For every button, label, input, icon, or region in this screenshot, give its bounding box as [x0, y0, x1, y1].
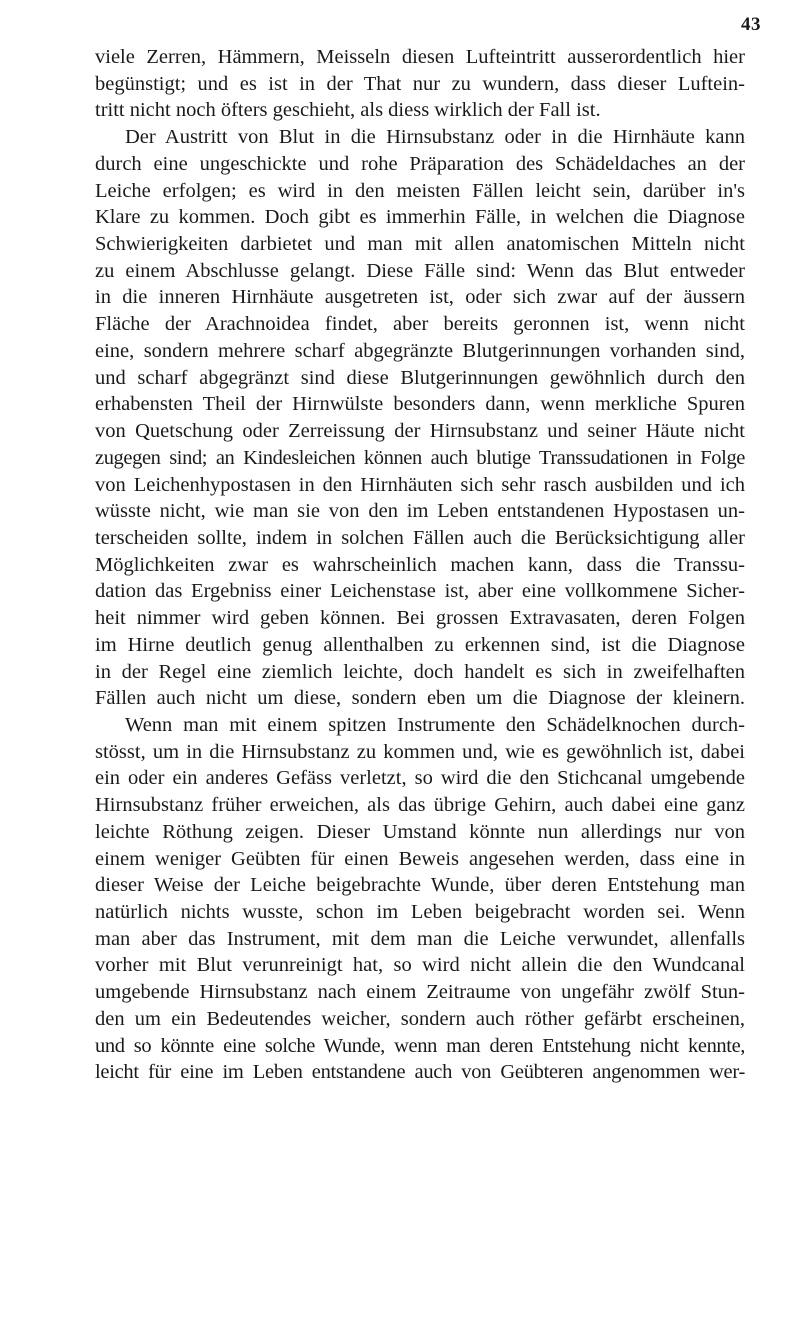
text-line: tritt nicht noch öfters geschieht, als diess wirklich der Fall ist. — [95, 99, 601, 122]
text-line: zugegen sind; an Kindesleichen können auch blutige Transsudationen in Folge — [95, 446, 745, 469]
text-line: im Hirne deutlich genug allenthalben zu erkennen sind, ist die Diagnose — [95, 633, 745, 656]
text-line: Fällen auch nicht um diese, sondern eben um die Diagnose der kleinern. — [95, 687, 745, 710]
text-line: Fläche der Arachnoidea findet, aber bereits geronnen ist, wenn nicht — [95, 313, 745, 336]
text-line: stösst, um in die Hirnsubstanz zu kommen und, wie es gewöhnlich ist, dabei — [95, 740, 745, 763]
text-line: leichte Röthung zeigen. Dieser Umstand könnte nun allerdings nur von — [95, 820, 745, 843]
text-line: vorher mit Blut verunreinigt hat, so wird nicht allein die den Wundcanal — [95, 954, 745, 977]
text-line: wüsste nicht, wie man sie von den im Leben entstandenen Hypostasen un- — [95, 500, 745, 523]
text-line: und so könnte eine solche Wunde, wenn man deren Entstehung nicht kennte, — [95, 1034, 745, 1057]
text-line: ein oder ein anderes Gefäss verletzt, so wird die den Stichcanal umgebende — [95, 767, 745, 790]
text-line: in die inneren Hirnhäute ausgetreten ist, oder sich zwar auf der äussern — [95, 286, 745, 309]
text-line: zu einem Abschlusse gelangt. Diese Fälle sind: Wenn das Blut entweder — [95, 259, 745, 282]
text-line: von Quetschung oder Zerreissung der Hirnsubstanz und seiner Häute nicht — [95, 420, 745, 443]
text-line: eine, sondern mehrere scharf abgegränzte Blutgerinnungen vorhanden sind, — [95, 339, 745, 362]
text-line: Leiche erfolgen; es wird in den meisten Fällen leicht sein, darüber in's — [95, 179, 745, 202]
text-line: einem weniger Geübten für einen Beweis angesehen werden, dass eine in — [95, 847, 745, 870]
text-line: Der Austritt von Blut in die Hirnsubstanz oder in die Hirnhäute kann — [125, 126, 745, 149]
text-line: Klare zu kommen. Doch gibt es immerhin Fälle, in welchen die Diagnose — [95, 206, 745, 229]
text-line: begünstigt; und es ist in der That nur zu wundern, dass dieser Luftein- — [95, 72, 745, 95]
text-line: leicht für eine im Leben entstandene auch von Geübteren angenommen wer- — [95, 1061, 745, 1084]
text-line: man aber das Instrument, mit dem man die Leiche verwundet, allenfalls — [95, 927, 745, 950]
text-line: natürlich nichts wusste, schon im Leben beigebracht worden sei. Wenn — [95, 901, 745, 923]
text-line: Wenn man mit einem spitzen Instrumente den Schädelknochen durch- — [125, 713, 745, 736]
page-number: 43 — [741, 14, 761, 35]
text-line: durch eine ungeschickte und rohe Präparation des Schädeldaches an der — [95, 152, 745, 175]
text-line: umgebende Hirnsubstanz nach einem Zeitraume von ungefähr zwölf Stun- — [95, 981, 745, 1004]
text-line: Hirnsubstanz früher erweichen, als das übrige Gehirn, auch dabei eine ganz — [95, 794, 745, 817]
text-line: viele Zerren, Hämmern, Meisseln diesen Lufteintritt ausserordentlich hier — [95, 46, 745, 68]
text-line: Möglichkeiten zwar es wahrscheinlich machen kann, dass die Transsu- — [95, 553, 745, 576]
text-line: und scharf abgegränzt sind diese Blutgerinnungen gewöhnlich durch den — [95, 366, 745, 389]
text-line: erhabensten Theil der Hirnwülste besonders dann, wenn merkliche Spuren — [95, 393, 745, 416]
text-line: terscheiden sollte, indem in solchen Fällen auch die Berücksichtigung aller — [95, 526, 745, 549]
text-line: heit nimmer wird geben können. Bei grossen Extravasaten, deren Folgen — [95, 607, 745, 630]
body-text — [95, 44, 745, 1086]
text-line: dation das Ergebniss einer Leichenstase ist, aber eine vollkommene Sicher- — [95, 580, 745, 603]
text-line: den um ein Bedeutendes weicher, sondern auch röther gefärbt erscheinen, — [95, 1007, 745, 1030]
text-line: dieser Weise der Leiche beigebrachte Wunde, über deren Entstehung man — [95, 874, 745, 897]
text-line: in der Regel eine ziemlich leichte, doch handelt es sich in zweifelhaften — [95, 660, 745, 683]
text-line: von Leichenhypostasen in den Hirnhäuten sich sehr rasch ausbilden und ich — [95, 473, 745, 496]
text-line: Schwierigkeiten darbietet und man mit allen anatomischen Mitteln nicht — [95, 233, 745, 256]
